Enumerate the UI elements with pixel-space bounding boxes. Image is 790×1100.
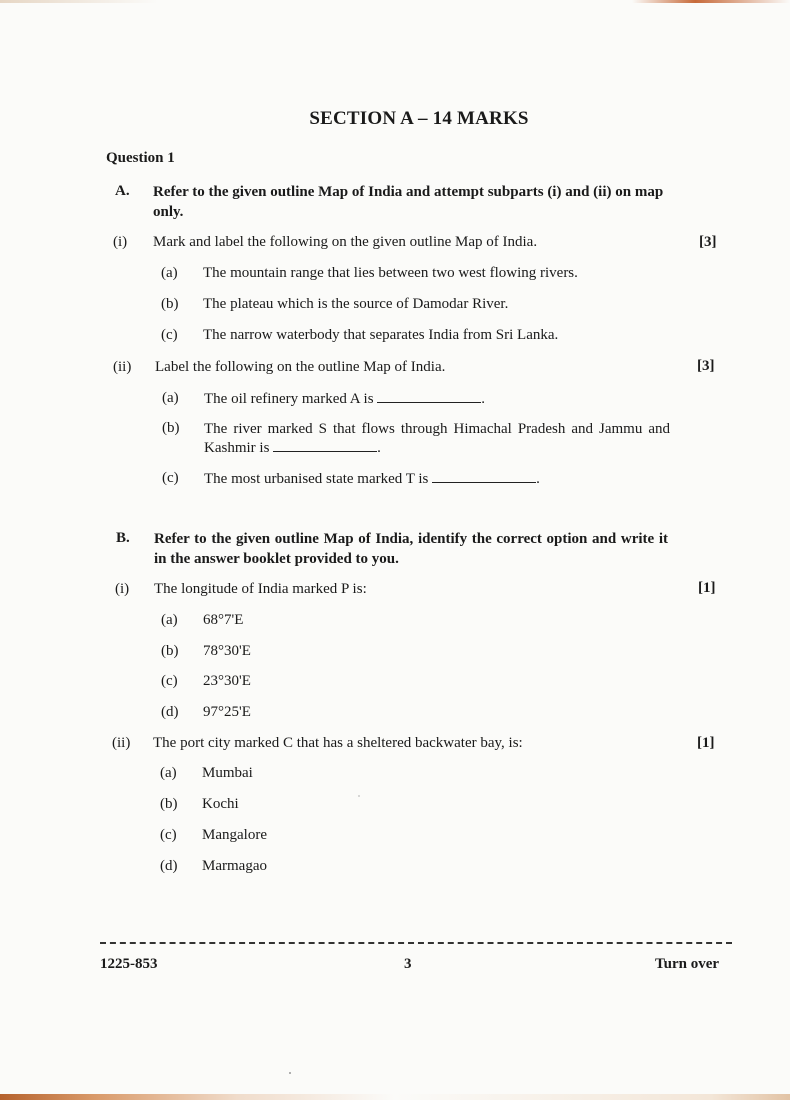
part-b-letter: B. xyxy=(116,530,130,546)
part-b-ii-b-label: (b) xyxy=(160,796,178,812)
part-b-ii-d-text: Marmagao xyxy=(202,858,267,874)
turn-over-label: Turn over xyxy=(655,956,720,972)
part-b-i-text: The longitude of India marked P is: xyxy=(154,581,367,597)
part-a-ii-c-text: The most urbanised state marked T is xyxy=(204,471,429,487)
part-a-i-b-text: The plateau which is the source of Damodar River. xyxy=(203,296,509,312)
part-b-i-c-label: (c) xyxy=(161,673,178,689)
paper-code: 1225-853 xyxy=(100,956,158,972)
part-a-ii-a-text: The oil refinery marked A is xyxy=(204,391,374,407)
part-a-ii-c-line xyxy=(204,470,540,488)
part-a-ii-a-label: (a) xyxy=(162,390,179,406)
page-number: 3 xyxy=(404,956,412,972)
answer-blank xyxy=(432,470,536,483)
part-a-ii-b-end: . xyxy=(377,440,381,456)
part-b-ii-text: The port city marked C that has a sheltered backwater bay, is: xyxy=(153,735,523,751)
section-title: SECTION A – 14 MARKS xyxy=(309,108,529,129)
part-b-i-b-text: 78°30'E xyxy=(203,643,251,659)
page-top-edge xyxy=(0,0,790,3)
part-a-i-c-text: The narrow waterbody that separates India from Sri Lanka. xyxy=(203,327,559,343)
part-b-i-c-text: 23°30'E xyxy=(203,673,251,689)
part-a-i-a-label: (a) xyxy=(161,265,178,281)
part-b-ii-b-text: Kochi xyxy=(202,796,239,812)
question-label: Question 1 xyxy=(106,150,175,166)
part-a-instruction: Refer to the given outline Map of India and attempt subparts (i) and (ii) on map only. xyxy=(153,184,664,220)
part-a-i-c-label: (c) xyxy=(161,327,178,343)
part-a-ii-text: Label the following on the outline Map of India. xyxy=(155,359,446,375)
part-a-ii-b-text: The river marked S that flows through Himachal Pradesh and Jammu and Kashmir is xyxy=(204,421,670,456)
part-b-ii-a-text: Mumbai xyxy=(202,765,253,781)
part-a-letter: A. xyxy=(115,183,130,199)
answer-blank xyxy=(273,439,377,452)
page-bottom-edge xyxy=(0,1094,790,1100)
part-b-i-b-label: (b) xyxy=(161,643,179,659)
answer-blank xyxy=(377,390,481,403)
part-a-i-marks: [3] xyxy=(699,234,717,250)
part-b-instruction: Refer to the given outline Map of India, identify the correct option and write it in the answer booklet provided to you. xyxy=(154,531,668,567)
part-a-i-number: (i) xyxy=(113,234,128,250)
part-a-i-a-text: The mountain range that lies between two west flowing rivers. xyxy=(203,265,578,281)
part-a-ii-a-line xyxy=(204,390,485,408)
part-b-ii-d-label: (d) xyxy=(160,858,178,874)
part-b-ii-number: (ii) xyxy=(112,735,131,751)
part-b-i-number: (i) xyxy=(115,581,130,597)
paper-speck xyxy=(289,1072,291,1074)
part-b-ii-c-label: (c) xyxy=(160,827,177,843)
part-a-ii-b-label: (b) xyxy=(162,420,180,436)
part-b-ii-a-label: (a) xyxy=(160,765,177,781)
part-b-i-a-label: (a) xyxy=(161,612,178,628)
part-b-i-d-label: (d) xyxy=(161,704,179,720)
part-a-i-text: Mark and label the following on the given outline Map of India. xyxy=(153,234,538,250)
part-b-i-d-text: 97°25'E xyxy=(203,704,251,720)
part-b-ii-marks: [1] xyxy=(697,735,715,751)
part-a-ii-number: (ii) xyxy=(113,359,132,375)
footer-divider xyxy=(100,942,732,944)
part-a-ii-c-end: . xyxy=(536,471,540,487)
part-b-ii-c-text: Mangalore xyxy=(202,827,267,843)
part-b-i-a-text: 68°7'E xyxy=(203,612,244,628)
part-a-ii-a-end: . xyxy=(481,391,486,407)
part-a-ii-marks: [3] xyxy=(697,358,715,374)
part-b-i-marks: [1] xyxy=(698,580,716,596)
paper-speck xyxy=(358,795,360,797)
part-a-ii-b-line xyxy=(204,420,670,458)
part-a-i-b-label: (b) xyxy=(161,296,179,312)
part-a-ii-c-label: (c) xyxy=(162,470,179,486)
